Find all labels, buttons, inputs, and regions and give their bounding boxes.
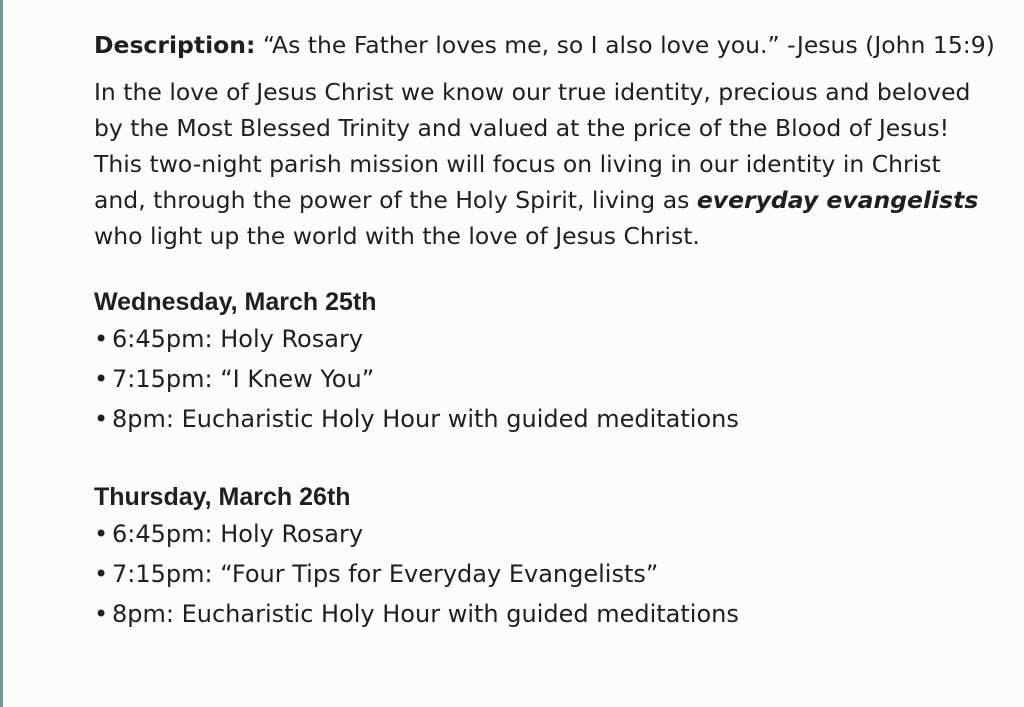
day-heading: Wednesday, March 25th <box>94 288 377 316</box>
bullet-icon: • <box>94 325 109 353</box>
schedule-item <box>94 399 1004 439</box>
bullet-icon: • <box>94 520 109 548</box>
schedule-item <box>94 554 1004 594</box>
schedule-item-text: 8pm: Eucharistic Holy Hour with guided meditations <box>112 405 739 433</box>
description-line <box>94 28 1004 62</box>
bullet-icon: • <box>94 600 109 628</box>
schedule-item-text: 7:15pm: “I Knew You” <box>112 365 375 393</box>
schedule-item-text: 6:45pm: Holy Rosary <box>112 325 364 353</box>
bullet-icon: • <box>94 560 109 588</box>
paragraph-text-2: who light up the world with the love of Jesus Christ. <box>94 222 700 250</box>
schedule-item <box>94 319 1004 359</box>
left-border <box>0 0 3 707</box>
day-heading: Thursday, March 26th <box>94 483 351 511</box>
schedule-item-text: 8pm: Eucharistic Holy Hour with guided meditations <box>112 600 739 628</box>
bullet-icon: • <box>94 365 109 393</box>
schedule-list <box>94 514 1004 634</box>
schedule-item-text: 6:45pm: Holy Rosary <box>112 520 364 548</box>
schedule-item <box>94 594 1004 634</box>
description-quote: “As the Father loves me, so I also love you.” -Jesus (John 15:9) <box>262 31 995 59</box>
schedule-list <box>94 319 1004 439</box>
description-label: Description: <box>94 31 256 59</box>
schedule-item <box>94 359 1004 399</box>
day-section-thursday <box>94 480 1004 634</box>
bullet-icon: • <box>94 405 109 433</box>
paragraph-text-1: In the love of Jesus Christ we know our true identity, precious and beloved by the Most Blessed Trinity and valued at the price of the Blood of Jesus! This two-night parish mission will focus on living in our identity in Christ and, through the power of the Holy Spirit, living as <box>94 78 971 214</box>
paragraph-emphasis: everyday evangelists <box>696 186 979 214</box>
day-section-wednesday <box>94 285 1004 439</box>
mission-paragraph <box>94 74 999 254</box>
schedule-item-text: 7:15pm: “Four Tips for Everyday Evangelists” <box>112 560 659 588</box>
schedule-item <box>94 514 1004 554</box>
event-description <box>94 28 1004 634</box>
